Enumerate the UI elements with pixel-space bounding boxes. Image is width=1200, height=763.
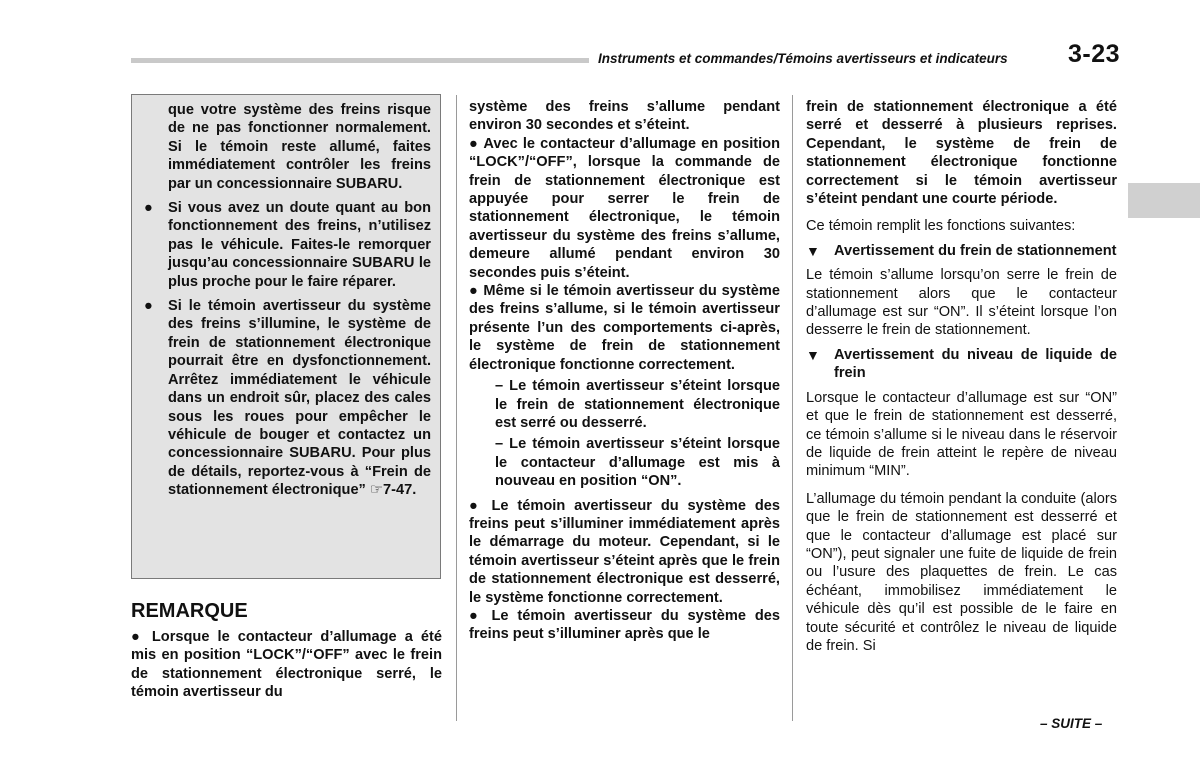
- warning-bullet-text: Si le témoin avertisseur du système des freins s’illumine, le système de frein de stationnement électronique pourrait être en dysfonctionnement. Arrêtez immédiatement le véhicule dans un endroit sûr, placez des cales sous les roues pour empêcher le véhicule de bouger et contactez un concessionnaire SUBARU. Pour plus de détails, reportez-vous à “Frein de stationnement électronique” ☞7-47.: [168, 298, 431, 499]
- column-2: [469, 98, 780, 644]
- bullet-icon: ●: [144, 298, 153, 315]
- triangle-down-icon: ▼: [806, 242, 820, 259]
- bullet-icon: ●: [144, 200, 153, 217]
- col2-bullet-2: ● Même si le témoin avertisseur du système des freins s’allume, si le témoin avertisseur présente l’un des comportements ci-après, le système de frein de stationnement électronique fonctionne correctement.: [469, 283, 780, 373]
- remarque-title: REMARQUE: [131, 600, 248, 622]
- col2-bullet-4: ● Le témoin avertisseur du système des freins peut s’illuminer après que le: [469, 607, 780, 643]
- heading-text: Avertissement du niveau de liquide de frein: [834, 346, 1117, 382]
- continued-marker: – SUITE –: [1040, 716, 1103, 731]
- column-divider-1: [456, 95, 457, 721]
- col3-intro: Ce témoin remplit les fonctions suivantes:: [806, 218, 1076, 235]
- warning-box: [131, 94, 441, 579]
- heading-text: Avertissement du frein de stationnement: [834, 242, 1117, 259]
- remarque-paragraph: [131, 628, 442, 702]
- col2-dash-1: – Le témoin avertisseur s’éteint lorsque le frein de stationnement électronique est serré ou desserré.: [495, 378, 780, 431]
- warning-bullet-text: Si vous avez un doute quant au bon fonctionnement des freins, n’utilisez pas le véhicule. Faites-le remorquer jusqu’au concessionnaire SUBARU le plus proche pour le faire réparer.: [168, 200, 431, 290]
- col2-dash-2: – Le témoin avertisseur s’éteint lorsque le contacteur d’allumage est mis à nouveau en position “ON”.: [495, 436, 780, 490]
- col3-heading-parking-brake: [806, 242, 1117, 260]
- page-number: 3-23: [1068, 40, 1121, 68]
- warning-bullet-2: [144, 297, 431, 499]
- column-divider-2: [792, 95, 793, 721]
- col2-bullet-3: ● Le témoin avertisseur du système des freins peut s’illuminer immédiatement après le démarrage du moteur. Cependant, si le témoin avertisseur s’éteint après que le frein de stationnement électronique est desserré, le système fonctionne correctement.: [469, 497, 780, 606]
- warning-bullet-1: [144, 199, 431, 291]
- section-tab: [1128, 183, 1200, 218]
- column-3: [806, 98, 1117, 655]
- col3-para-driving: L’allumage du témoin pendant la conduite (alors que le frein de stationnement est desserré et que le contacteur d’allumage est placé sur “ON”), peut signaler une fuite de liquide de frein ou l’usure des plaquettes de frein. Le cas échéant, immobilisez immédiatement le véhicule dès qu’il est possible de le faire en toute sécurité et contrôlez le niveau de liquide de frein. Si: [806, 490, 1117, 654]
- col3-continuation: frein de stationnement électronique a été serré et desserré à plusieurs reprises. Cependant, le système de frein de stationnement électronique fonctionne correctement si le témoin avertisseur s’éteint pendant une courte période.: [806, 99, 1117, 208]
- col2-continuation: système des freins s’allume pendant environ 30 secondes et s’éteint.: [469, 99, 780, 134]
- warning-intro: que votre système des freins risque de ne pas fonctionner normalement. Si le témoin reste allumé, faites immédiatement contrôler les freins par un concessionnaire SUBARU.: [168, 102, 431, 192]
- col3-para-parking-brake: Le témoin s’allume lorsqu’on serre le frein de stationnement alors que le contacteur d’allumage est sur “ON”. Il s’éteint lorsque l’on desserre le frein de stationnement.: [806, 267, 1117, 339]
- remarque-text: ● Lorsque le contacteur d’allumage a été mis en position “LOCK”/“OFF” avec le frein de stationnement électronique serré, le témoin avertisseur du: [131, 629, 442, 701]
- running-header: Instruments et commandes/Témoins avertisseurs et indicateurs: [598, 51, 1008, 66]
- triangle-down-icon: ▼: [806, 346, 820, 363]
- header-rule: [131, 58, 589, 63]
- col3-para-brake-fluid: Lorsque le contacteur d’allumage est sur “ON” et que le frein de stationnement est desserré, ce témoin s’allume si le niveau dans le réservoir de liquide de frein atteint le repère de niveau minimum “MIN”.: [806, 389, 1117, 480]
- col3-heading-brake-fluid: [806, 346, 1117, 383]
- col2-bullet-1: ● Avec le contacteur d’allumage en position “LOCK”/“OFF”, lorsque la commande de frein de stationnement électronique est appuyée pour serrer le frein de stationnement électronique, le témoin avertisseur du système des freins s’allume, demeure allumé pendant environ 30 secondes puis s’éteint.: [469, 135, 780, 281]
